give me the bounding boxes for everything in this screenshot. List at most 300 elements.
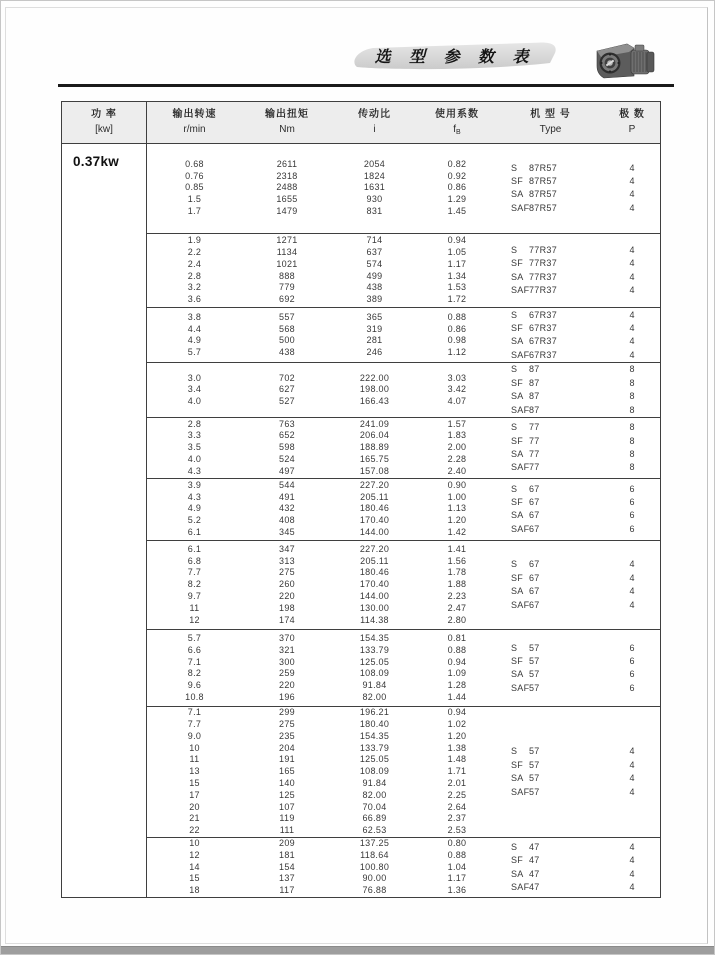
poles-column	[604, 558, 660, 612]
value: 1.05	[447, 247, 467, 257]
value: 1.17	[447, 873, 467, 884]
value: 198	[279, 602, 295, 613]
value: 9.7	[187, 591, 202, 602]
value: 0.85	[185, 182, 204, 193]
type-label: SAF57	[511, 682, 540, 693]
value: 0.81	[447, 632, 467, 643]
title-banner	[351, 42, 559, 72]
value: 2318	[276, 170, 298, 181]
output-speed-column	[147, 544, 242, 627]
value: 260	[279, 579, 295, 590]
type-label: SA 57	[511, 669, 540, 680]
value: 347	[279, 543, 295, 554]
value: 702	[279, 372, 295, 383]
value: 2611	[276, 158, 298, 169]
value: 557	[279, 311, 295, 322]
poles-value: 8	[629, 377, 635, 388]
value: 4.0	[187, 453, 202, 464]
service-factor-column	[417, 419, 497, 478]
value: 714	[366, 235, 383, 246]
ratio-column	[332, 235, 417, 306]
output-torque-column	[242, 373, 332, 408]
value: 10	[189, 838, 200, 849]
value: 3.0	[187, 372, 202, 383]
value: 165.75	[359, 453, 390, 464]
ratio-column	[332, 838, 417, 897]
value: 1.83	[447, 430, 467, 441]
value: 300	[279, 656, 295, 667]
value: 299	[279, 707, 295, 718]
value: 930	[366, 194, 383, 205]
type-column	[497, 162, 604, 216]
poles-value: 4	[629, 258, 635, 269]
poles-value: 8	[629, 449, 635, 460]
value: 3.4	[187, 384, 202, 395]
service-factor-column	[417, 312, 497, 359]
value: 10	[189, 742, 200, 753]
col-unit: i	[373, 124, 376, 135]
type-label: SA 57	[511, 773, 540, 784]
value: 1479	[276, 206, 298, 217]
service-factor-column	[417, 838, 497, 897]
value: 91.84	[362, 680, 387, 691]
value: 1.88	[447, 579, 467, 590]
type-label: SF 47	[511, 855, 540, 866]
value: 205.11	[360, 491, 389, 502]
col-name: 机 型 号	[530, 109, 571, 120]
type-label: SA 67R37	[511, 336, 558, 347]
col-unit: [kw]	[95, 124, 113, 135]
poles-value: 6	[629, 682, 635, 693]
value: 1.29	[447, 194, 467, 205]
poles-value: 6	[629, 496, 635, 507]
value: 4.9	[187, 335, 202, 346]
output-torque-column	[242, 707, 332, 837]
value: 108.09	[359, 668, 390, 679]
value: 2.23	[447, 591, 467, 602]
type-label: SAF77	[511, 462, 540, 473]
value: 2.80	[447, 614, 467, 625]
value: 627	[279, 384, 295, 395]
value: 154.35	[359, 632, 390, 643]
value: 90.00	[362, 873, 387, 884]
type-label: SF 87R57	[511, 175, 558, 186]
value: 568	[279, 323, 295, 334]
ratio-column	[332, 544, 417, 627]
poles-value: 4	[629, 175, 635, 186]
value: 133.79	[359, 742, 390, 753]
value: 100.80	[359, 861, 390, 872]
type-column	[497, 745, 604, 799]
col-unit: r/min	[183, 124, 206, 135]
value: 6.1	[187, 543, 202, 554]
output-torque-column	[242, 480, 332, 539]
poles-value: 4	[629, 202, 635, 213]
poles-value: 4	[629, 559, 635, 570]
poles-column	[604, 841, 660, 895]
type-label: SF 67	[511, 572, 540, 583]
value: 12	[189, 614, 200, 625]
value: 8.2	[187, 579, 202, 590]
value: 2.47	[447, 602, 467, 613]
value: 17	[189, 789, 200, 800]
type-label: S 67	[511, 483, 540, 494]
poles-value: 4	[629, 244, 635, 255]
value: 5.7	[187, 347, 202, 358]
value: 3.8	[187, 311, 202, 322]
type-label: SA 67	[511, 510, 540, 521]
col-header-service-factor	[417, 102, 497, 143]
value: 91.84	[362, 778, 387, 789]
value: 11	[189, 602, 200, 613]
value: 241.09	[359, 418, 390, 429]
poles-value: 4	[629, 855, 635, 866]
value: 1.20	[447, 730, 467, 741]
output-torque-column	[242, 419, 332, 478]
value: 76.88	[362, 885, 387, 896]
service-factor-column	[417, 373, 497, 408]
value: 196	[279, 691, 295, 702]
poles-value: 4	[629, 349, 635, 360]
output-speed-column	[147, 480, 242, 539]
poles-value: 4	[629, 322, 635, 333]
type-label: SF 77R37	[511, 258, 558, 269]
value: 1824	[363, 170, 386, 181]
value: 181	[279, 849, 295, 860]
poles-value: 8	[629, 404, 635, 415]
output-torque-column	[242, 633, 332, 704]
value: 389	[366, 294, 383, 305]
col-name: 输出转速	[172, 109, 217, 120]
value: 0.94	[447, 235, 467, 246]
ratio-column	[332, 373, 417, 408]
table-block	[147, 707, 660, 838]
value: 14	[189, 861, 200, 872]
value: 246	[366, 347, 383, 358]
type-label: S 67R37	[511, 309, 558, 320]
value: 3.42	[447, 384, 467, 395]
value: 408	[279, 515, 295, 526]
value: 692	[279, 294, 295, 305]
value: 222.00	[359, 372, 390, 383]
poles-value: 4	[629, 746, 635, 757]
poles-value: 6	[629, 669, 635, 680]
col-header-power	[62, 102, 147, 143]
type-label: SAF67	[511, 523, 540, 534]
table-block	[147, 418, 660, 479]
type-column	[497, 558, 604, 612]
poles-value: 8	[629, 435, 635, 446]
value: 3.2	[187, 282, 202, 293]
header-divider-rule	[58, 84, 674, 87]
value: 154.35	[359, 730, 390, 741]
table-block	[147, 363, 660, 418]
value: 209	[279, 838, 295, 849]
service-factor-column	[417, 633, 497, 704]
value: 21	[189, 813, 200, 824]
col-unit: P	[628, 124, 636, 135]
type-label: SAF67	[511, 599, 540, 610]
output-torque-column	[242, 544, 332, 627]
value: 259	[279, 668, 295, 679]
value: 544	[279, 479, 295, 490]
value: 6.6	[187, 644, 202, 655]
value: 196.21	[359, 707, 390, 718]
value: 20	[189, 801, 200, 812]
poles-value: 4	[629, 773, 635, 784]
power-cell	[62, 144, 147, 897]
value: 11	[189, 754, 200, 765]
value: 598	[279, 442, 295, 453]
poles-value: 6	[629, 510, 635, 521]
service-factor-column	[417, 235, 497, 306]
value: 1.72	[447, 294, 467, 305]
type-label: SAF57	[511, 786, 540, 797]
value: 0.92	[447, 170, 467, 181]
value: 165	[279, 766, 295, 777]
poles-column	[604, 162, 660, 216]
value: 174	[279, 614, 295, 625]
col-unit: Nm	[279, 124, 295, 135]
poles-value: 4	[629, 189, 635, 200]
poles-value: 8	[629, 462, 635, 473]
value: 235	[279, 730, 295, 741]
type-label: SAF67R37	[511, 349, 558, 360]
value: 125.05	[359, 656, 390, 667]
value: 5.7	[187, 632, 202, 643]
output-torque-column	[242, 838, 332, 897]
poles-value: 4	[629, 309, 635, 320]
value: 6.8	[187, 555, 202, 566]
output-speed-column	[147, 159, 242, 218]
col-name: 输出扭矩	[265, 109, 309, 120]
value: 365	[366, 311, 383, 322]
value: 1.17	[447, 258, 467, 269]
value: 220	[279, 680, 295, 691]
value: 180.40	[359, 719, 390, 730]
type-label: SF 57	[511, 655, 540, 666]
value: 1.02	[447, 719, 467, 730]
value: 1.00	[447, 491, 467, 502]
value: 1.28	[447, 680, 467, 691]
value: 227.20	[359, 543, 390, 554]
poles-value: 4	[629, 285, 635, 295]
value: 1.56	[447, 555, 467, 566]
value: 82.00	[362, 789, 387, 800]
table-block	[147, 541, 660, 631]
value: 637	[366, 247, 383, 257]
value: 140	[279, 778, 295, 789]
poles-value: 4	[629, 336, 635, 347]
poles-value: 4	[629, 586, 635, 597]
col-name: 极 数	[619, 109, 645, 120]
poles-column	[604, 244, 660, 298]
value: 1.7	[187, 206, 202, 217]
col-unit: $f_B$	[453, 124, 461, 136]
value: 118.64	[360, 849, 389, 860]
type-label: SA 87	[511, 391, 540, 402]
selection-parameters-table	[61, 101, 661, 898]
value: 2488	[276, 182, 298, 193]
power-label: 0.37kw	[73, 154, 120, 169]
poles-value: 6	[629, 523, 635, 534]
value: 220	[279, 591, 295, 602]
value: 1631	[363, 182, 386, 193]
type-label: S 67	[511, 559, 540, 570]
value: 3.6	[187, 294, 202, 305]
value: 7.7	[187, 719, 202, 730]
poles-column	[604, 363, 660, 417]
type-column	[497, 841, 604, 895]
value: 144.00	[359, 527, 390, 538]
value: 4.4	[187, 323, 202, 334]
value: 2.28	[447, 453, 467, 464]
poles-value: 4	[629, 759, 635, 770]
type-column	[497, 309, 604, 363]
type-label: S 87	[511, 364, 540, 375]
poles-value: 6	[629, 483, 635, 494]
poles-column	[604, 642, 660, 696]
value: 7.1	[187, 656, 202, 667]
value: 0.94	[447, 656, 467, 667]
value: 0.86	[447, 323, 467, 334]
poles-value: 4	[629, 271, 635, 282]
type-label: SA 87R57	[511, 189, 558, 200]
value: 205.11	[360, 555, 389, 566]
value: 1.57	[447, 418, 467, 429]
value: 1.5	[187, 194, 202, 205]
ratio-column	[332, 419, 417, 478]
value: 1.41	[447, 543, 467, 554]
col-name: 传动比	[358, 109, 391, 120]
value: 370	[279, 632, 295, 643]
value: 125	[279, 789, 295, 800]
type-label: SF 67	[511, 496, 540, 507]
ratio-column	[332, 480, 417, 539]
value: 13	[189, 766, 200, 777]
type-label: SF 57	[511, 759, 540, 770]
ratio-column	[332, 633, 417, 704]
value: 2.64	[447, 801, 467, 812]
value: 652	[279, 430, 295, 441]
output-speed-column	[147, 235, 242, 306]
col-unit: Type	[539, 124, 562, 135]
type-label: SA 67	[511, 586, 540, 597]
ratio-column	[332, 159, 417, 218]
value: 1.48	[447, 754, 467, 765]
type-column	[497, 363, 604, 417]
value: 9.0	[187, 730, 202, 741]
poles-value: 8	[629, 422, 635, 433]
type-column	[497, 642, 604, 696]
value: 4.3	[187, 465, 202, 476]
poles-value: 6	[629, 642, 635, 653]
value: 15	[189, 778, 200, 789]
value: 1.12	[447, 347, 467, 358]
value: 500	[279, 335, 295, 346]
value: 7.1	[187, 707, 202, 718]
value: 154	[279, 861, 295, 872]
service-factor-column	[417, 159, 497, 218]
value: 1.34	[447, 270, 467, 281]
value: 137.25	[359, 838, 390, 849]
table-body	[62, 144, 660, 897]
value: 275	[279, 567, 295, 578]
col-header-ratio	[332, 102, 417, 143]
value: 4.9	[187, 503, 202, 514]
table-block	[147, 234, 660, 309]
value: 4.3	[187, 491, 202, 502]
value: 1.20	[447, 515, 467, 526]
value: 125.05	[359, 754, 390, 765]
value: 1.45	[447, 206, 467, 217]
value: 0.88	[447, 644, 467, 655]
value: 0.80	[447, 838, 467, 849]
value: 1.36	[447, 885, 467, 896]
value: 198.00	[359, 384, 390, 395]
col-header-output-speed	[147, 102, 242, 143]
poles-value: 8	[629, 391, 635, 402]
output-speed-column	[147, 373, 242, 408]
value: 527	[279, 396, 295, 407]
value: 2.2	[187, 247, 202, 257]
value: 0.94	[447, 707, 467, 718]
type-label: SAF77R37	[511, 285, 558, 295]
value: 188.89	[359, 442, 390, 453]
col-name: 使用系数	[435, 109, 479, 120]
value: 117	[279, 885, 295, 896]
value: 491	[279, 491, 295, 502]
value: 107	[279, 801, 295, 812]
value: 137	[279, 873, 295, 884]
output-torque-column	[242, 235, 332, 306]
value: 18	[189, 885, 200, 896]
value: 438	[279, 347, 295, 358]
output-torque-column	[242, 312, 332, 359]
value: 170.40	[359, 579, 390, 590]
value: 2.37	[447, 813, 467, 824]
poles-value: 4	[629, 841, 635, 852]
value: 319	[366, 323, 383, 334]
value: 321	[279, 644, 295, 655]
poles-value: 6	[629, 655, 635, 666]
value: 9.6	[187, 680, 202, 691]
gearmotor-photo-icon	[593, 36, 657, 84]
output-speed-column	[147, 312, 242, 359]
value: 2.40	[447, 465, 467, 476]
value: 4.0	[187, 396, 202, 407]
type-label: S 77	[511, 422, 540, 433]
data-blocks	[147, 144, 660, 897]
col-name: 功 率	[91, 109, 117, 120]
value: 2.00	[447, 442, 467, 453]
service-factor-column	[417, 707, 497, 837]
type-column	[497, 244, 604, 298]
value: 133.79	[359, 644, 390, 655]
table-block	[147, 144, 660, 234]
value: 2.4	[187, 258, 202, 269]
value: 157.08	[359, 465, 390, 476]
value: 191	[279, 754, 295, 765]
output-speed-column	[147, 633, 242, 704]
value: 1.44	[447, 691, 467, 702]
value: 12	[189, 849, 200, 860]
value: 1.38	[447, 742, 467, 753]
value: 1.71	[447, 766, 467, 777]
poles-value: 4	[629, 868, 635, 879]
ratio-column	[332, 707, 417, 837]
page-bottom-bar	[1, 946, 714, 954]
